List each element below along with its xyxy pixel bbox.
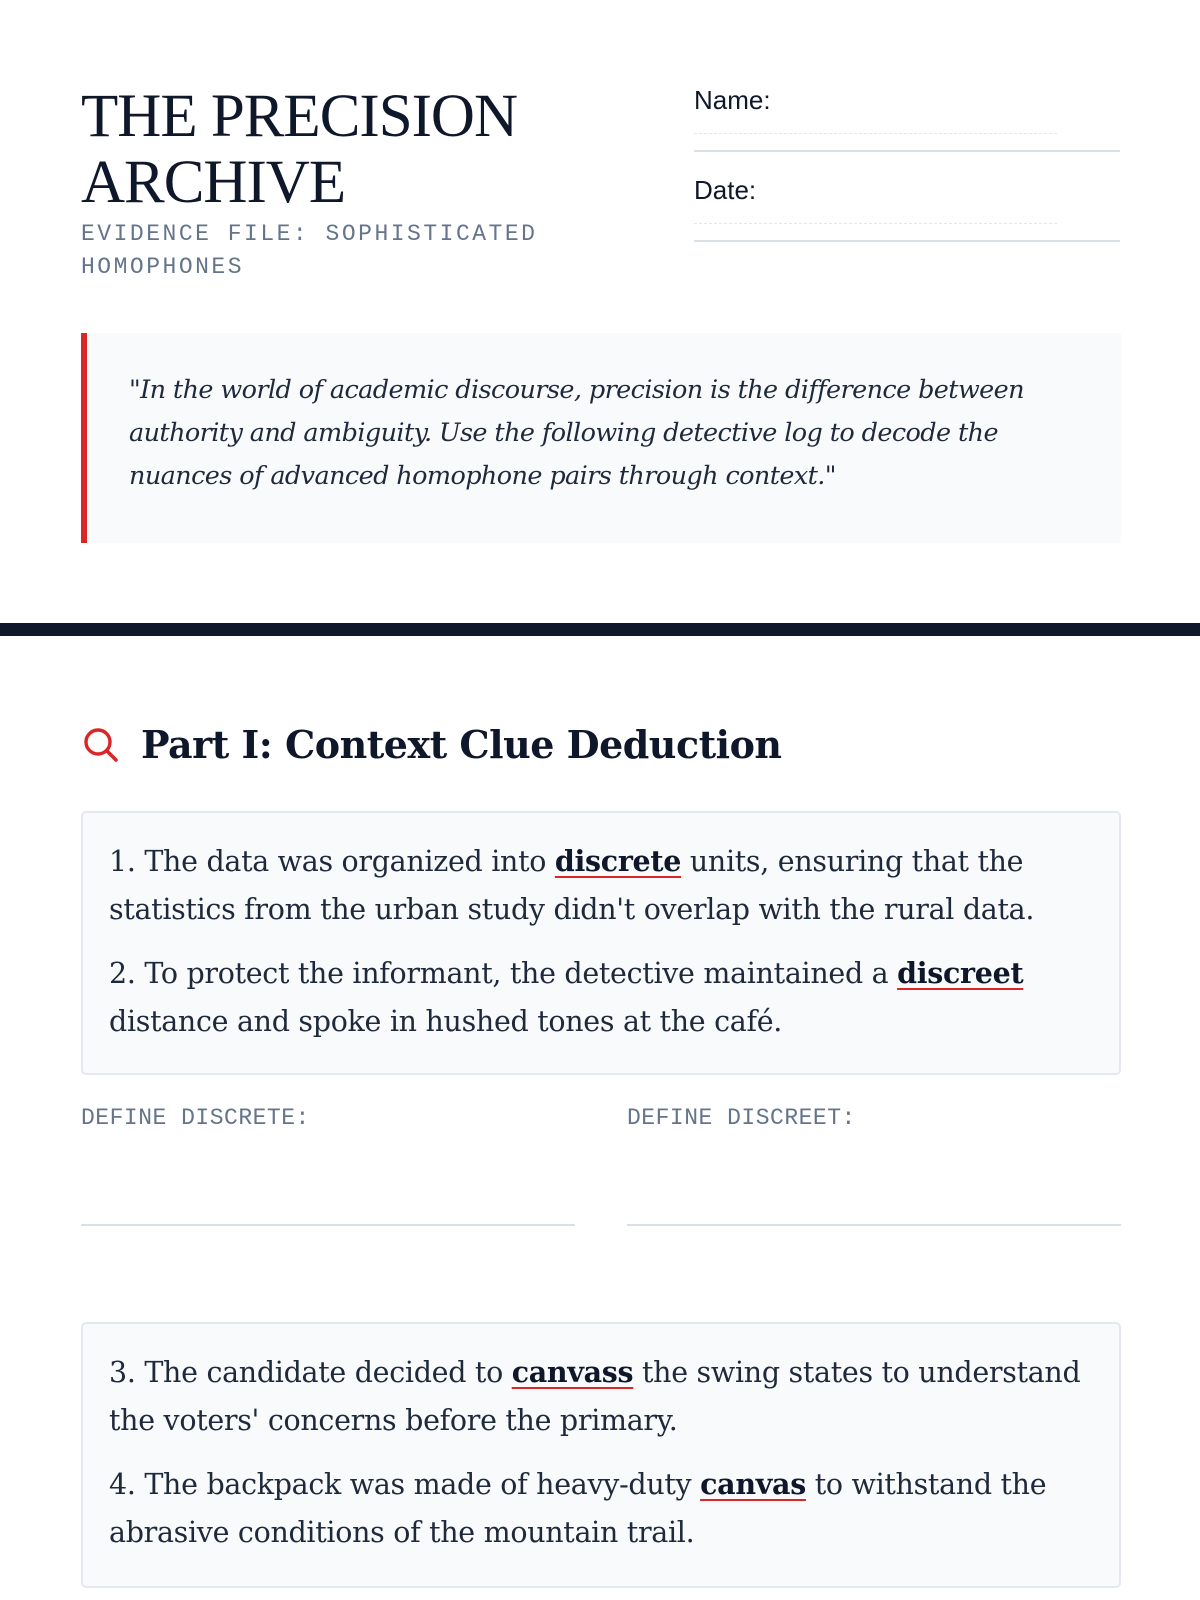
clue-sentence-3: [109, 1348, 1093, 1445]
define-discreet-label: DEFINE DISCREET:: [627, 1105, 856, 1131]
page-subtitle: [81, 218, 641, 284]
date-field-underline: [694, 240, 1120, 242]
date-label: Date:: [694, 175, 757, 205]
sentence-3-after: the swing states to understand the voters' concerns before the primary.: [109, 1356, 1081, 1437]
title-line-1: THE PRECISION: [81, 83, 518, 150]
define-discrete: [81, 1103, 575, 1226]
clue-sentence-1: [109, 837, 1093, 934]
sentence-1-before: 1. The data was organized into: [109, 845, 555, 878]
define-discrete-answer-line[interactable]: [81, 1224, 575, 1226]
part-1-title: Part I: Context Clue Deduction: [141, 722, 782, 767]
sentence-1-after: units, ensuring that the statistics from the urban study didn't overlap with the rural data.: [109, 845, 1035, 926]
clue-sentence-4: [109, 1460, 1093, 1557]
date-field-guide: [694, 223, 1057, 224]
clue-sentence-2: [109, 949, 1093, 1046]
sentence-2-after: distance and spoke in hushed tones at the café.: [109, 1005, 783, 1038]
name-field-guide: [694, 133, 1057, 134]
subtitle-line-1: EVIDENCE FILE: SOPHISTICATED: [81, 221, 538, 247]
keyword-discreet: discreet: [897, 956, 1024, 990]
title-line-2: ARCHIVE: [81, 149, 346, 216]
worksheet-header: [81, 84, 641, 284]
intro-quote: [81, 333, 1121, 543]
part-1-heading: [81, 718, 782, 772]
name-label: Name:: [694, 85, 771, 115]
define-discreet: [627, 1103, 1121, 1226]
name-field[interactable]: [694, 116, 1120, 152]
intro-quote-text: "In the world of academic discourse, precision is the difference between authority and ambiguity. Use the following detective log to decode the nuances of advanced homophone pairs through context.": [129, 375, 1024, 491]
sentence-4-before: 4. The backpack was made of heavy-duty: [109, 1468, 701, 1501]
define-discreet-answer-line[interactable]: [627, 1224, 1121, 1226]
date-field[interactable]: [694, 206, 1120, 242]
sentence-4-after: to withstand the abrasive conditions of the mountain trail.: [109, 1468, 1047, 1549]
search-icon: [81, 725, 121, 765]
section-divider: [0, 623, 1200, 636]
keyword-canvas: canvas: [700, 1467, 806, 1501]
keyword-canvass: canvass: [511, 1355, 634, 1389]
clue-group-2: [81, 1322, 1121, 1588]
sentence-3-before: 3. The candidate decided to: [109, 1356, 512, 1389]
name-field-underline: [694, 150, 1120, 152]
keyword-discrete: discrete: [554, 844, 682, 878]
define-discrete-label: DEFINE DISCRETE:: [81, 1105, 310, 1131]
subtitle-line-2: HOMOPHONES: [81, 254, 245, 280]
page-title: [81, 84, 641, 216]
student-info: [694, 84, 1120, 264]
sentence-2-before: 2. To protect the informant, the detective maintained a: [109, 957, 898, 990]
clue-group-1: [81, 811, 1121, 1075]
